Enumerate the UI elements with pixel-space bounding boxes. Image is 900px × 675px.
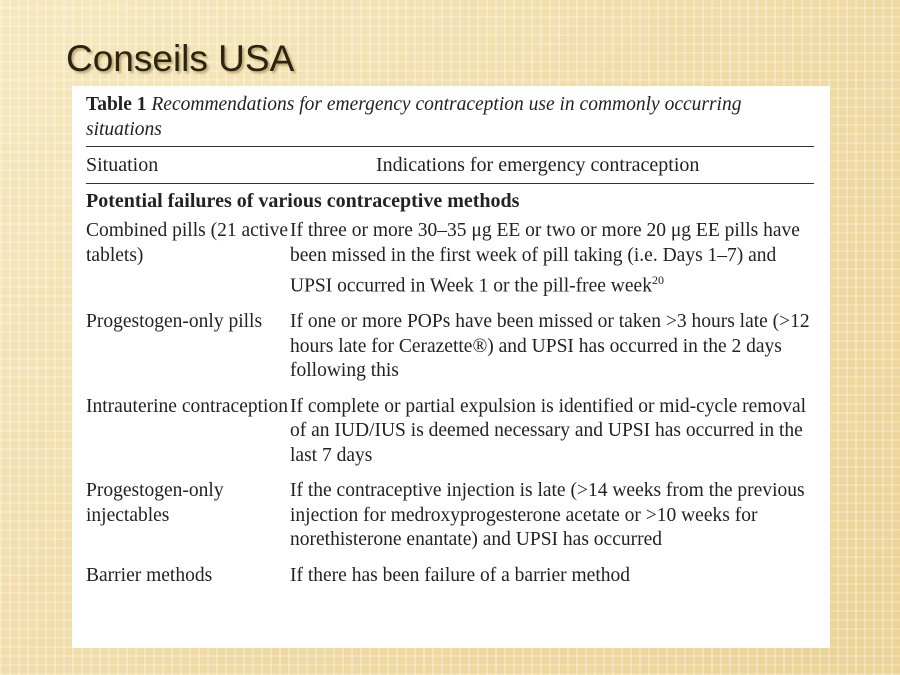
table-caption-text: Recommendations for emergency contraception use in commonly occurring situations — [86, 94, 742, 140]
slide-title: Conseils USA — [66, 38, 295, 79]
indication-cell: If one or more POPs have been missed or taken >3 hours late (>12 hours late for Cerazette®) and UPSI has occurred in the 2 days following this — [290, 311, 810, 381]
table-caption — [86, 92, 814, 142]
table-row — [86, 479, 814, 553]
header-situation: Situation — [86, 153, 159, 176]
table-row — [86, 310, 814, 384]
indication-cell: If there has been failure of a barrier method — [290, 564, 630, 586]
recommendations-table — [72, 86, 830, 648]
indication-cell — [290, 219, 814, 299]
situation-cell: Barrier methods — [86, 564, 213, 586]
situation-cell: Progestogen-only injectables — [86, 480, 224, 526]
table-row — [86, 219, 814, 299]
table-caption-label: Table 1 — [86, 94, 147, 115]
table-row — [86, 564, 814, 589]
situation-cell: Intrauterine contraception — [86, 395, 288, 417]
indication-text: If three or more 30–35 μg EE or two or more 20 μg EE pills have been missed in the first week of pill taking (i.e. Days 1–7) and UPSI occurred in Week 1 or the pill-free week — [290, 220, 800, 297]
section-title: Potential failures of various contraceptive methods — [86, 190, 520, 212]
indication-cell: If the contraceptive injection is late (>14 weeks from the previous injection for medroxyprogesterone acetate or >10 weeks for norethisterone enantate) and UPSI has occurred — [290, 480, 805, 550]
table-header-row — [86, 146, 814, 184]
header-indications: Indications for emergency contraception — [376, 153, 700, 176]
table-row — [86, 395, 814, 469]
situation-cell: Progestogen-only pills — [86, 311, 263, 332]
indication-cell: If complete or partial expulsion is identified or mid-cycle removal of an IUD/IUS is deemed necessary and UPSI has occurred in the last 7 days — [290, 395, 807, 466]
situation-cell: Combined pills (21 active tablets) — [86, 220, 289, 266]
reference-superscript: 20 — [651, 273, 664, 287]
